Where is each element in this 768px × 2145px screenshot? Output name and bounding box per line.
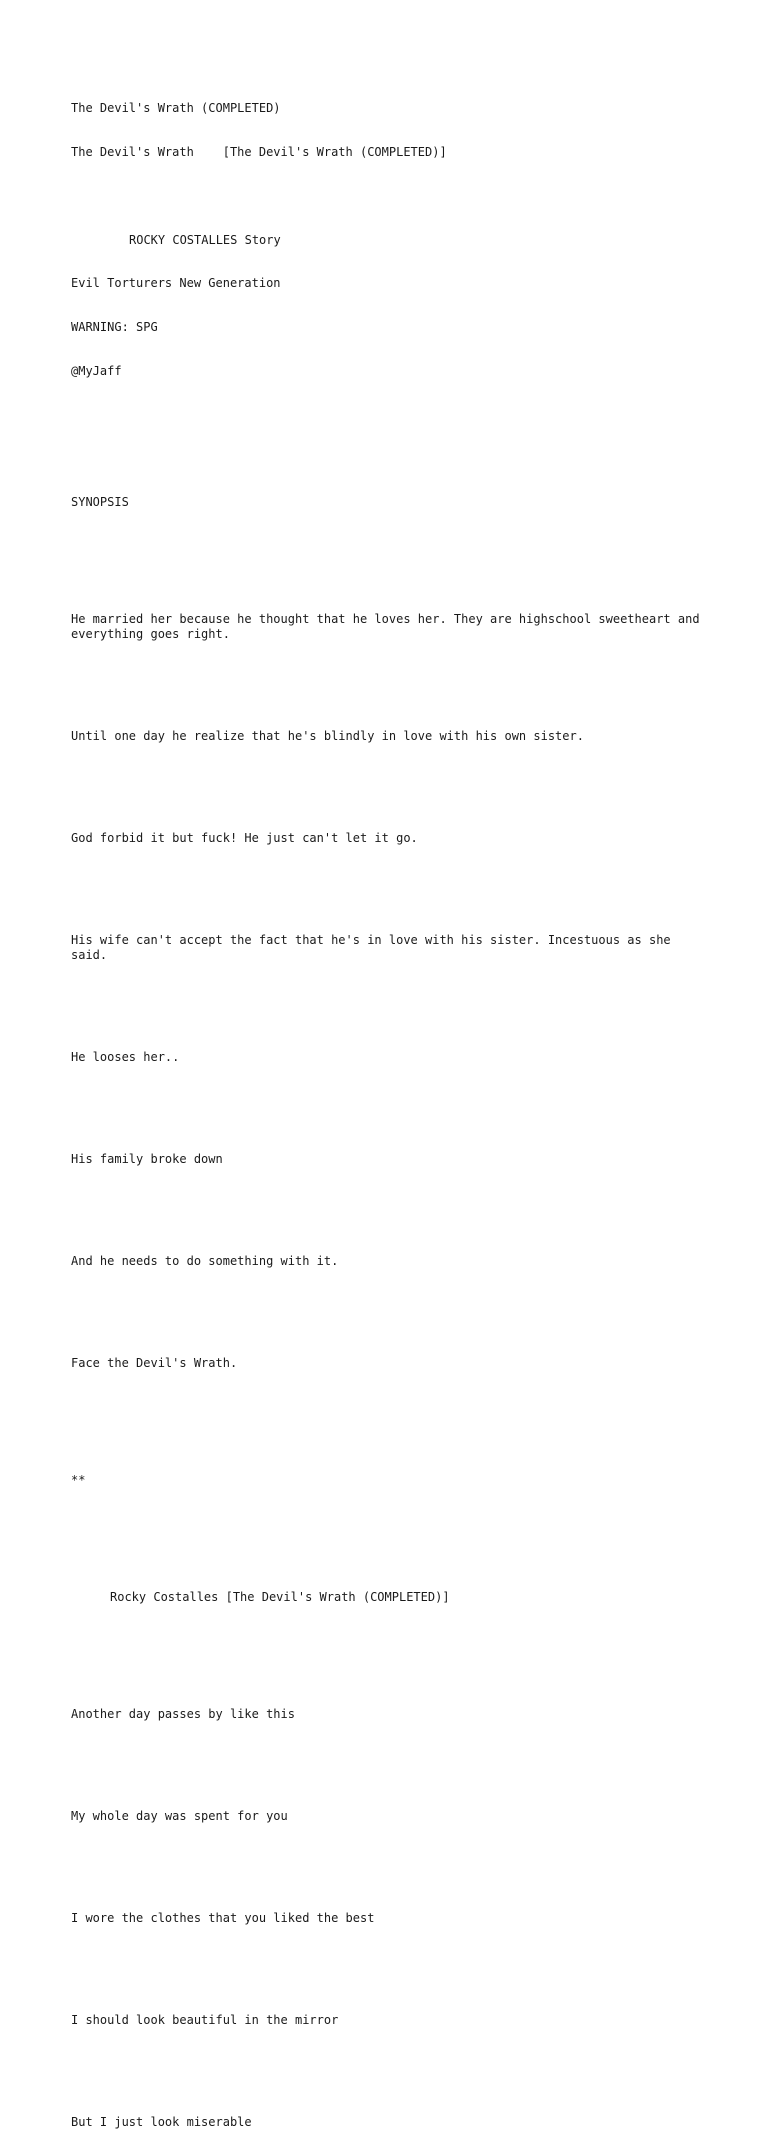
author-handle: @MyJaff — [71, 363, 122, 378]
synopsis-paragraph: He looses her.. — [71, 1050, 180, 1064]
chapter-line: I wore the clothes that you liked the best — [71, 1911, 375, 1926]
chapter-line: My whole day was spent for you — [71, 1808, 288, 1823]
document-title: The Devil's Wrath (COMPLETED) — [71, 101, 281, 116]
story-label: ROCKY COSTALLES Story — [129, 232, 281, 247]
synopsis-paragraph: He married her because he thought that he loves her. They are highschool sweetheart and everything goes right. — [71, 612, 707, 641]
synopsis-paragraph: Face the Devil's Wrath. — [71, 1356, 238, 1371]
synopsis-heading: SYNOPSIS — [71, 495, 129, 510]
warning-label: WARNING: SPG — [71, 320, 158, 335]
chapter-line: I should look beautiful in the mirror — [71, 2013, 339, 2028]
chapter-line: Another day passes by like this — [71, 1706, 295, 1721]
synopsis-paragraph: God forbid it but fuck! He just can't let it go. — [71, 831, 418, 846]
synopsis-paragraph: Until one day he realize that he's blindly in love with his own sister. — [71, 728, 584, 743]
document-subtitle: The Devil's Wrath [The Devil's Wrath (COMPLETED)] — [71, 144, 447, 159]
chapter-line: But I just look miserable — [71, 2115, 252, 2130]
series-label: Evil Torturers New Generation — [71, 276, 281, 291]
section-separator: ** — [71, 1473, 86, 1488]
document-page — [71, 72, 711, 2145]
chapter-title: Rocky Costalles [The Devil's Wrath (COMPLETED)] — [110, 1589, 450, 1604]
synopsis-paragraph: His wife can't accept the fact that he's in love with his sister. Incestuous as she said. — [71, 933, 678, 962]
synopsis-paragraph: And he needs to do something with it. — [71, 1254, 339, 1269]
synopsis-paragraph: His family broke down — [71, 1152, 223, 1167]
